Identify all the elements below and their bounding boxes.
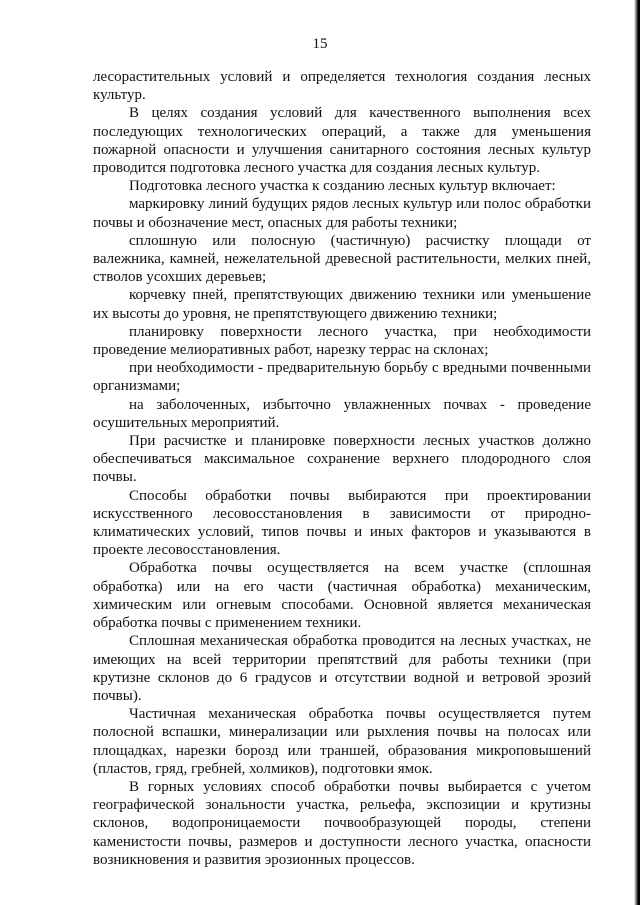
paragraph: Способы обработки почвы выбираются при проектировании искусственного лесовосстановления в зависимости от природно-климатических условий, типов почвы и иных факторов и указываются в проекте лесовосстановления. <box>93 487 591 559</box>
list-item: маркировку линий будущих рядов лесных культур или полос обработки почвы и обозначение мест, опасных для работы техники; <box>93 196 591 231</box>
scan-edge-shadow <box>634 0 640 905</box>
list-item: корчевку пней, препятствующих движению техники или уменьшение их высоты до уровня, не препятствующего движению техники; <box>93 287 591 322</box>
paragraph: Сплошная механическая обработка проводится на лесных участках, не имеющих на всей территории препятствий для работы техники (при крутизне склонов до 6 градусов и отсутствии водной и ветровой эрозий почвы). <box>93 633 591 704</box>
paragraph: лесорастительных условий и определяется технология создания лесных культур. <box>93 69 591 104</box>
paragraph: Частичная механическая обработка почвы осуществляется путем полосной вспашки, минерализации или рыхления почвы на полосах или площадках, нарезки борозд или траншей, образования микроповышений (пластов, гряд, гребней, холмиков), подготовки ямок. <box>93 706 591 777</box>
list-item: планировку поверхности лесного участка, при необходимости проведение мелиоративных работ, нарезку террас на склонах; <box>93 323 591 359</box>
list-item: на заболоченных, избыточно увлажненных почвах - проведение осушительных мероприятий. <box>93 396 591 431</box>
paragraph: При расчистке и планировке поверхности лесных участков должно обеспечиваться максимальное сохранение верхнего плодородного слоя почвы. <box>93 433 591 486</box>
paragraph: В горных условиях способ обработки почвы выбирается с учетом географической зональности участка, рельефа, экспозиции и крутизны склонов, водопроницаемости почвообразующей породы, степени каменистости почвы, размеров и доступности лесного участка, опасности возникновения и развития эрозионных процессов. <box>93 778 591 868</box>
list-item: сплошную или полосную (частичную) расчистку площади от валежника, камней, нежелательной древесной растительности, мелких пней, стволов усохших деревьев; <box>93 232 591 286</box>
paragraph: Подготовка лесного участка к созданию лесных культур включает: <box>129 178 556 195</box>
paragraph: Обработка почвы осуществляется на всем участке (сплошная обработка) или на его части (частичная обработка) механическим, химическим или огневым способами. Основной является механическая обработка почвы с применением техники. <box>93 560 591 632</box>
paragraph: В целях создания условий для качественного выполнения всех последующих технологических операций, а также для уменьшения пожарной опасности и улучшения санитарного состояния лесных культур проводится подготовка лесного участка для создания лесных культур. <box>93 105 591 177</box>
page-number: 15 <box>312 36 328 52</box>
document-body <box>93 68 591 869</box>
list-item: при необходимости - предварительную борьбу с вредными почвенными организмами; <box>93 360 591 395</box>
